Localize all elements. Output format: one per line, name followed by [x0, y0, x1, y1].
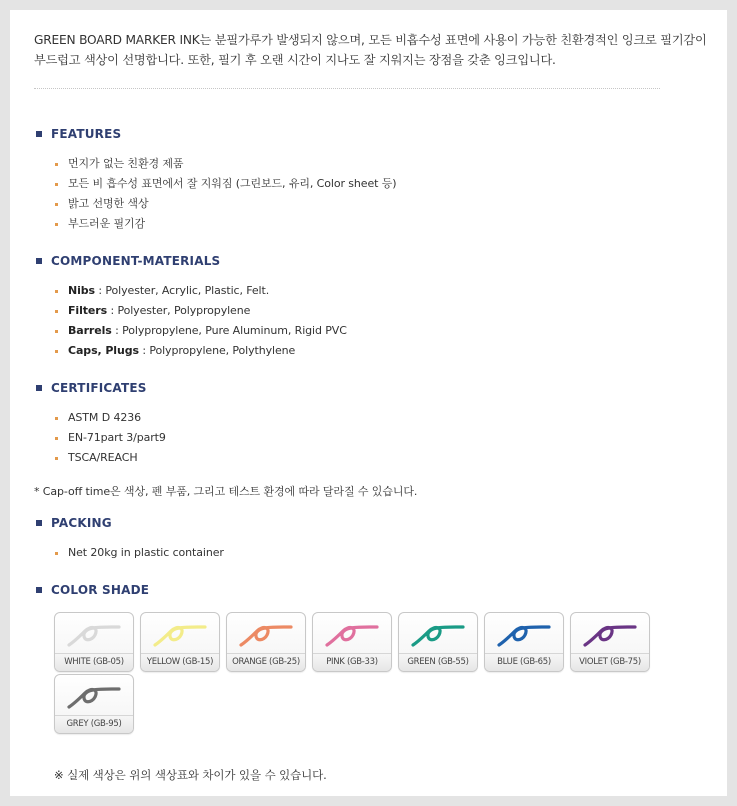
swatch-label: WHITE (GB-05) [55, 653, 133, 671]
swatch-label: BLUE (GB-65) [485, 653, 563, 671]
square-bullet-icon [36, 520, 42, 526]
swatch-label: GREY (GB-95) [55, 715, 133, 733]
content-panel [10, 10, 727, 796]
list-item: EN-71part 3/part9 [55, 428, 166, 448]
list-item: 모든 비 흡수성 표면에서 잘 지워짐 (그린보드, 유리, Color sheet 등) [55, 174, 396, 194]
ink-stroke [327, 627, 377, 645]
swatch-label: VIOLET (GB-75) [571, 653, 649, 671]
color-footnote: ※ 실제 색상은 위의 색상표와 차이가 있을 수 있습니다. [54, 768, 327, 782]
materials-section [36, 253, 347, 361]
ink-stroke-icon [495, 619, 555, 653]
color-shade-heading: COLOR SHADE [36, 582, 149, 598]
intro-text: GREEN BOARD MARKER INK는 분필가루가 발생되지 않으며, 모든 비흡수성 표면에 사용이 가능한 친환경적인 잉크로 필기감이 부드럽고 색상이 선명합니다. 또한, 필기 후 오랜 시간이 지나도 잘 지워지는 장점을 갖춘 잉크입니다. [34, 33, 707, 67]
certificates-list [36, 408, 166, 468]
list-item: Caps, Plugs : Polypropylene, Polythylene [55, 341, 347, 361]
certificates-section [36, 380, 166, 468]
ink-stroke-icon [65, 681, 125, 715]
list-item: 먼지가 없는 친환경 제품 [55, 154, 396, 174]
features-section [36, 126, 396, 234]
color-swatch [570, 612, 650, 672]
color-swatch [226, 612, 306, 672]
color-swatch [54, 612, 134, 672]
color-swatch [398, 612, 478, 672]
list-item: TSCA/REACH [55, 448, 166, 468]
square-bullet-icon [36, 385, 42, 391]
ink-stroke-icon [151, 619, 211, 653]
ink-stroke [585, 627, 635, 645]
packing-section [36, 515, 224, 563]
square-bullet-icon [36, 131, 42, 137]
ink-stroke [155, 627, 205, 645]
ink-stroke-icon [409, 619, 469, 653]
ink-stroke [499, 627, 549, 645]
features-list [36, 154, 396, 234]
cap-off-note: * Cap-off time은 색상, 펜 부품, 그리고 테스트 환경에 따라 달라질 수 있습니다. [34, 485, 418, 498]
ink-stroke [413, 627, 463, 645]
list-item: Nibs : Polyester, Acrylic, Plastic, Felt. [55, 281, 347, 301]
color-swatch [54, 674, 134, 734]
packing-heading: PACKING [36, 515, 224, 531]
materials-heading: COMPONENT-MATERIALS [36, 253, 347, 269]
color-swatch [312, 612, 392, 672]
ink-stroke [69, 627, 119, 645]
ink-stroke [69, 689, 119, 707]
ink-stroke-icon [65, 619, 125, 653]
list-item: 밝고 선명한 색상 [55, 194, 396, 214]
swatch-label: YELLOW (GB-15) [141, 653, 219, 671]
color-swatch [484, 612, 564, 672]
ink-stroke-icon [323, 619, 383, 653]
list-item: ASTM D 4236 [55, 408, 166, 428]
ink-stroke-icon [237, 619, 297, 653]
features-heading: FEATURES [36, 126, 396, 142]
dotted-divider [34, 88, 660, 89]
packing-list [36, 543, 224, 563]
square-bullet-icon [36, 258, 42, 264]
list-item: 부드러운 필기감 [55, 214, 396, 234]
swatch-label: PINK (GB-33) [313, 653, 391, 671]
swatch-label: GREEN (GB-55) [399, 653, 477, 671]
color-swatch [140, 612, 220, 672]
certificates-heading: CERTIFICATES [36, 380, 166, 396]
materials-list [36, 281, 347, 361]
list-item: Net 20kg in plastic container [55, 543, 224, 563]
ink-stroke [241, 627, 291, 645]
list-item: Filters : Polyester, Polypropylene [55, 301, 347, 321]
color-shade-section [36, 582, 149, 598]
ink-stroke-icon [581, 619, 641, 653]
swatch-label: ORANGE (GB-25) [227, 653, 305, 671]
list-item: Barrels : Polypropylene, Pure Aluminum, Rigid PVC [55, 321, 347, 341]
square-bullet-icon [36, 587, 42, 593]
